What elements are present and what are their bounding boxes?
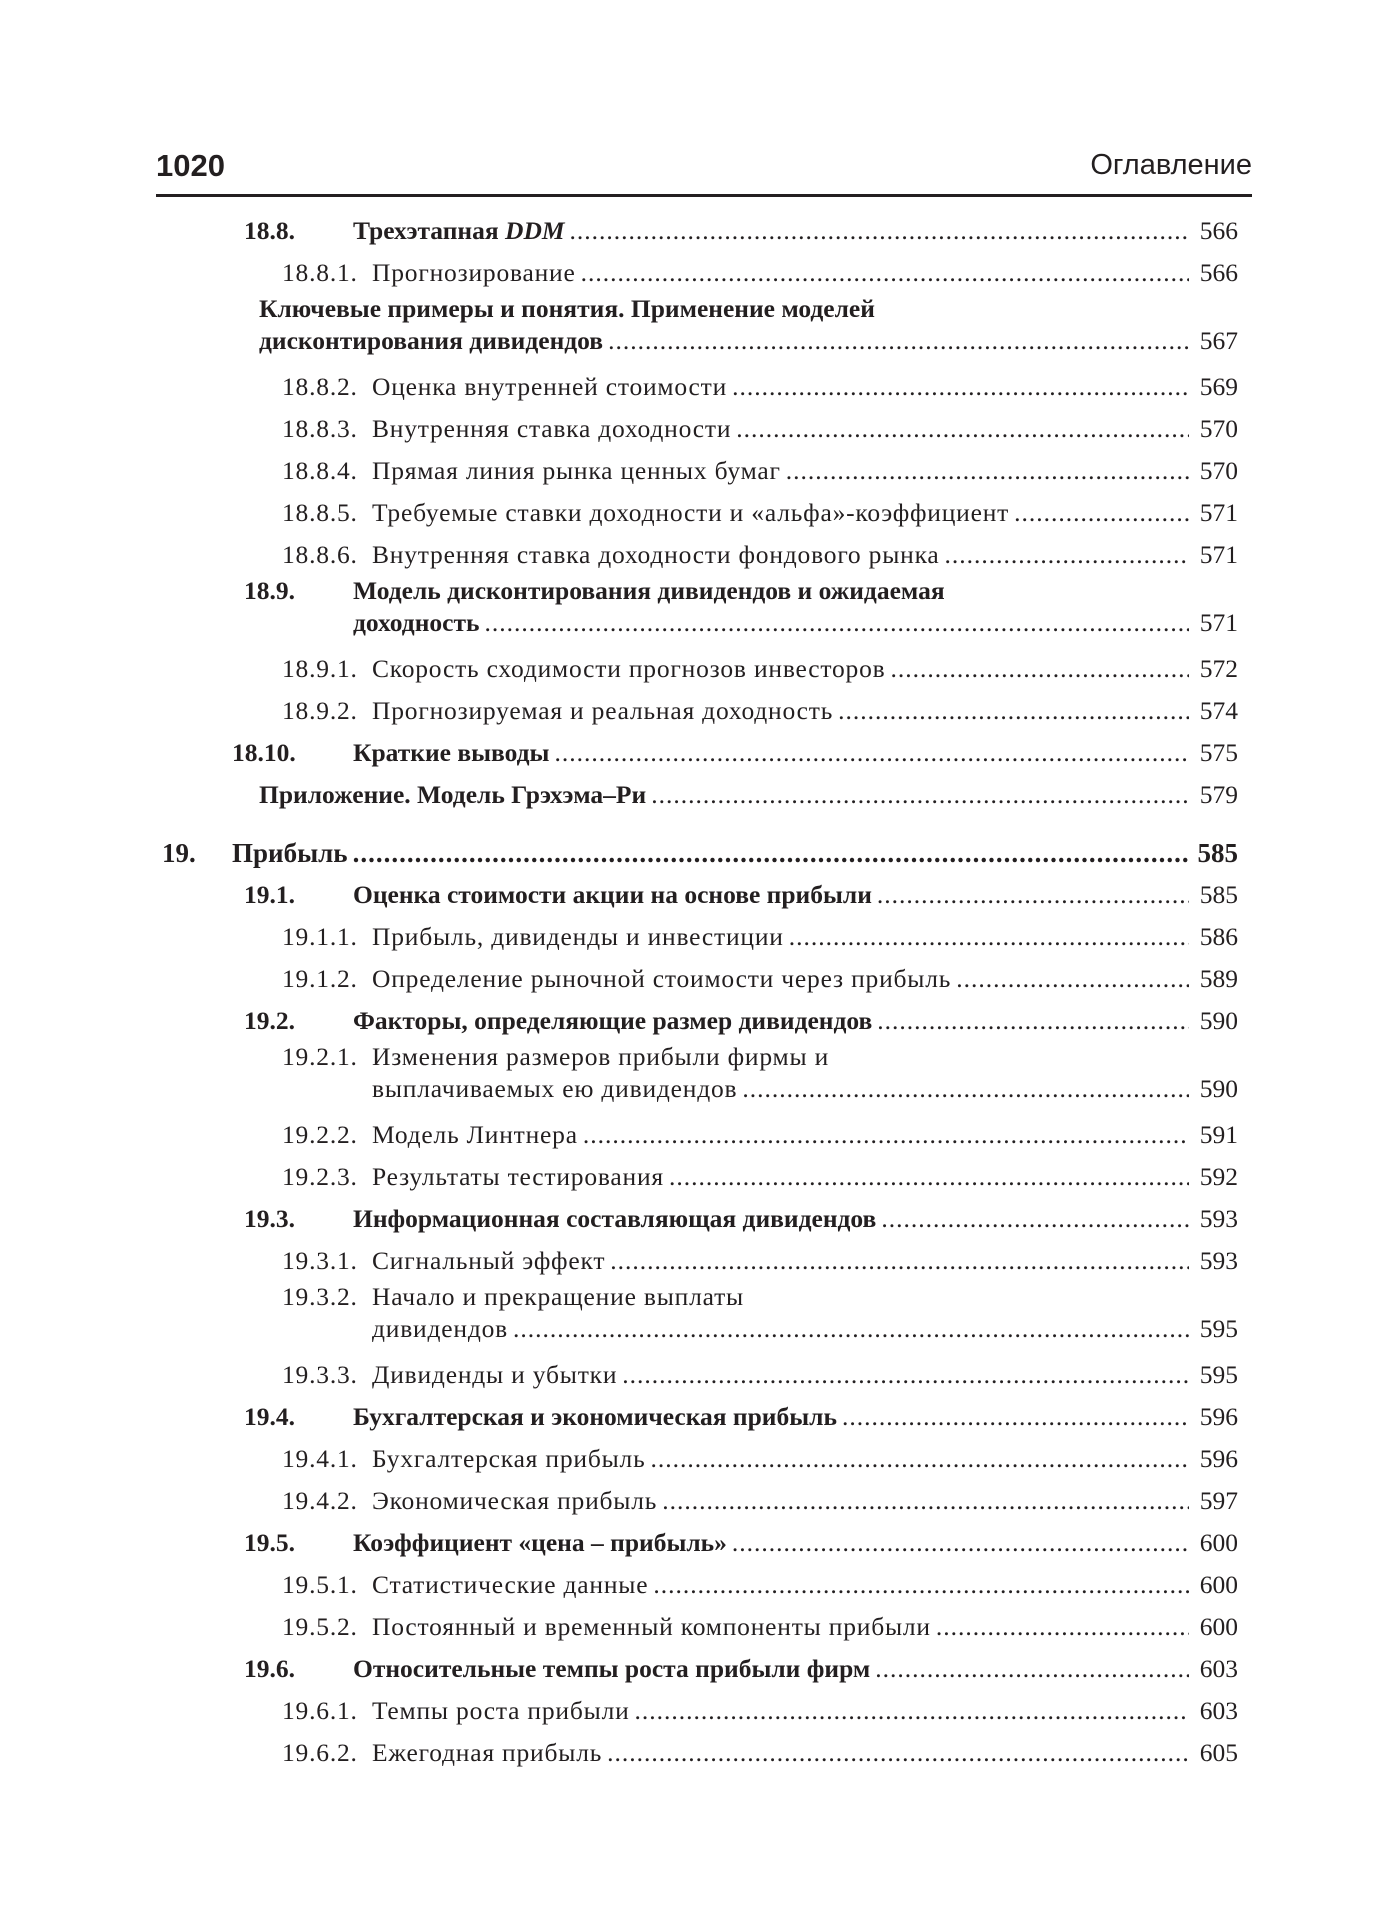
section-title: Информационная составляющая дивидендов [353,1204,877,1233]
dot-leader [513,1314,1189,1344]
toc-section-18-9[interactable] [156,574,1238,646]
toc-key-examples[interactable] [156,292,1238,364]
toc-subsection[interactable] [156,1040,1238,1112]
subsection-number: 18.8.4. [282,456,358,485]
toc-subsection[interactable] [156,646,1238,688]
subsection-number: 19.5.2. [282,1612,358,1641]
section-number: 19.4. [244,1402,295,1431]
page-ref: 596 [1199,1402,1238,1431]
dot-leader [651,1444,1190,1474]
section-number: 19.6. [244,1654,295,1683]
subsection-title-line1: Изменения размеров прибыли фирмы и [372,1042,830,1071]
subsection-number: 19.4.2. [282,1486,358,1515]
subsection-title: Прямая линия рынка ценных бумаг [372,456,781,485]
page-ref: 590 [1199,1074,1238,1103]
page-ref: 590 [1199,1006,1238,1035]
section-title: Трехэтапная DDM [353,216,565,245]
page-ref: 597 [1199,1486,1238,1515]
subsection-number: 19.3.3. [282,1360,358,1389]
dot-leader [956,964,1189,994]
subsection-title-line2: дивидендов [372,1314,509,1343]
dot-leader [881,1204,1189,1234]
section-title: Относительные темпы роста прибыли фирм [353,1654,871,1683]
page-ref: 574 [1199,696,1238,725]
subsection-number: 18.8.6. [282,540,358,569]
toc-subsection[interactable] [156,406,1238,448]
dot-leader [838,696,1189,726]
toc-subsection[interactable] [156,914,1238,956]
subsection-number: 19.1.1. [282,922,358,951]
section-title-line2: доходность [353,608,480,637]
subsection-number: 18.9.2. [282,696,358,725]
section-number: 19.2. [244,1006,295,1035]
dot-leader [484,608,1189,638]
subsection-number: 19.1.2. [282,964,358,993]
toc-chapter-19[interactable] [156,830,1238,872]
toc-subsection[interactable] [156,1478,1238,1520]
dot-leader [635,1696,1189,1726]
toc-section-19-3[interactable] [156,1196,1238,1238]
subsection-number: 19.3.1. [282,1246,358,1275]
dot-leader [936,1612,1189,1642]
dot-leader [736,414,1189,444]
page-ref: 600 [1199,1612,1238,1641]
subsection-number: 18.8.5. [282,498,358,527]
subsection-title: Темпы роста прибыли [372,1696,630,1725]
toc-section-18-10[interactable] [156,730,1238,772]
toc-section-19-4[interactable] [156,1394,1238,1436]
subsection-number: 18.8.2. [282,372,358,401]
dot-leader [554,738,1189,768]
subsection-title-line1: Начало и прекращение выплаты [372,1282,744,1311]
toc-subsection[interactable] [156,1730,1238,1772]
page-ref: 595 [1199,1360,1238,1389]
toc-subsection[interactable] [156,448,1238,490]
subsection-title: Статистические данные [372,1570,649,1599]
toc-section-19-5[interactable] [156,1520,1238,1562]
dot-leader [610,1246,1189,1276]
subsection-title: Оценка внутренней стоимости [372,372,728,401]
page-ref: 569 [1199,372,1238,401]
dot-leader [607,1738,1189,1768]
section-number: 18.9. [244,576,295,605]
running-title: Оглавление [1090,149,1252,181]
page-header [156,148,1252,197]
toc-subsection[interactable] [156,250,1238,292]
chapter-title: Прибыль [232,838,348,868]
page-ref: 585 [1197,838,1238,868]
entry-title-line1: Ключевые примеры и понятия. Применение моделей [259,294,875,323]
toc-section-19-2[interactable] [156,998,1238,1040]
toc-section-19-6[interactable] [156,1646,1238,1688]
page-ref: 579 [1199,780,1238,809]
section-number: 18.8. [244,216,295,245]
dot-leader [786,456,1189,486]
dot-leader [662,1486,1189,1516]
subsection-title: Дивиденды и убытки [372,1360,618,1389]
page-ref: 600 [1199,1570,1238,1599]
toc-subsection[interactable] [156,1154,1238,1196]
page-ref: 591 [1199,1120,1238,1149]
toc-section-19-1[interactable] [156,872,1238,914]
toc-appendix[interactable] [156,772,1238,814]
dot-leader [669,1162,1189,1192]
page-ref: 570 [1199,456,1238,485]
subsection-title: Экономическая прибыль [372,1486,658,1515]
ddm-italic: DDM [505,216,565,245]
subsection-number: 19.6.2. [282,1738,358,1767]
toc-subsection[interactable] [156,1280,1238,1352]
entry-title-line2: дисконтирования дивидендов [259,326,604,355]
page-ref: 603 [1199,1654,1238,1683]
dot-leader [653,1570,1189,1600]
section-number: 19.3. [244,1204,295,1233]
subsection-number: 19.2.2. [282,1120,358,1149]
section-title-line1: Модель дисконтирования дивидендов и ожидаемая [353,576,945,605]
page-ref: 593 [1199,1204,1238,1233]
toc-subsection[interactable] [156,1112,1238,1154]
dot-leader [877,1006,1189,1036]
subsection-number: 19.4.1. [282,1444,358,1473]
dot-leader [945,540,1189,570]
subsection-title: Результаты тестирования [372,1162,664,1191]
dot-leader [732,1528,1189,1558]
toc-subsection[interactable] [156,1562,1238,1604]
dot-leader [583,1120,1189,1150]
dot-leader [353,838,1189,869]
page-ref: 571 [1199,608,1238,637]
page-ref: 586 [1199,922,1238,951]
subsection-title: Постоянный и временный компоненты прибыли [372,1612,931,1641]
toc-subsection[interactable] [156,1436,1238,1478]
dot-leader [581,258,1189,288]
subsection-number: 18.9.1. [282,654,358,683]
subsection-title: Определение рыночной стоимости через прибыль [372,964,952,993]
subsection-number: 19.2.3. [282,1162,358,1191]
section-title: Коэффициент «цена – прибыль» [353,1528,727,1557]
page-ref: 575 [1199,738,1238,767]
page-ref: 593 [1199,1246,1238,1275]
subsection-title: Бухгалтерская прибыль [372,1444,646,1473]
dot-leader [877,880,1189,910]
dot-leader [732,372,1189,402]
section-number: 19.5. [244,1528,295,1557]
dot-leader [651,780,1189,810]
toc-subsection[interactable] [156,532,1238,574]
toc-subsection[interactable] [156,956,1238,998]
section-title: Оценка стоимости акции на основе прибыли [353,880,872,909]
subsection-title: Внутренняя ставка доходности [372,414,732,443]
page-number: 1020 [156,148,225,183]
section-number: 18.10. [232,738,296,767]
toc-subsection[interactable] [156,1604,1238,1646]
page-ref: 600 [1199,1528,1238,1557]
subsection-number: 19.3.2. [282,1282,358,1311]
page-ref: 589 [1199,964,1238,993]
subsection-title: Модель Линтнера [372,1120,578,1149]
subsection-title-line2: выплачиваемых ею дивидендов [372,1074,738,1103]
dot-leader [842,1402,1189,1432]
toc-subsection[interactable] [156,1238,1238,1280]
dot-leader [891,654,1190,684]
subsection-number: 18.8.3. [282,414,358,443]
page-ref: 566 [1199,258,1238,287]
subsection-title: Ежегодная прибыль [372,1738,603,1767]
dot-leader [622,1360,1189,1390]
toc-subsection[interactable] [156,1352,1238,1394]
dot-leader [570,216,1189,246]
page-ref: 605 [1199,1738,1238,1767]
page-ref: 566 [1199,216,1238,245]
toc-subsection[interactable] [156,1688,1238,1730]
subsection-title: Внутренняя ставка доходности фондового рынка [372,540,940,569]
toc-section-18-8[interactable] [156,208,1238,250]
section-number: 19.1. [244,880,295,909]
dot-leader [789,922,1189,952]
section-title: Факторы, определяющие размер дивидендов [353,1006,873,1035]
subsection-title: Требуемые ставки доходности и «альфа»-коэффициент [372,498,1010,527]
chapter-number: 19. [162,838,196,868]
toc-subsection[interactable] [156,688,1238,730]
appendix-title: Приложение. Модель Грэхэма–Ри [259,780,647,809]
page-ref: 595 [1199,1314,1238,1343]
page-ref: 570 [1199,414,1238,443]
toc-subsection[interactable] [156,490,1238,532]
section-title: Бухгалтерская и экономическая прибыль [353,1402,837,1431]
dot-leader [1014,498,1189,528]
page-ref: 572 [1199,654,1238,683]
dot-leader [742,1074,1189,1104]
page-ref: 596 [1199,1444,1238,1473]
dot-leader [608,326,1189,356]
page-ref: 571 [1199,540,1238,569]
subsection-number: 18.8.1. [282,258,358,287]
subsection-number: 19.6.1. [282,1696,358,1725]
subsection-title: Скорость сходимости прогнозов инвесторов [372,654,886,683]
table-of-contents [156,208,1238,1772]
page-ref: 603 [1199,1696,1238,1725]
subsection-title: Прибыль, дивиденды и инвестиции [372,922,784,951]
toc-subsection[interactable] [156,364,1238,406]
section-title: Краткие выводы [353,738,550,767]
page-ref: 571 [1199,498,1238,527]
subsection-title: Прогнозируемая и реальная доходность [372,696,834,725]
subsection-number: 19.2.1. [282,1042,358,1071]
page-ref: 592 [1199,1162,1238,1191]
dot-leader [875,1654,1189,1684]
subsection-title: Сигнальный эффект [372,1246,606,1275]
page-ref: 567 [1199,326,1238,355]
subsection-number: 19.5.1. [282,1570,358,1599]
page-ref: 585 [1199,880,1238,909]
subsection-title: Прогнозирование [372,258,576,287]
